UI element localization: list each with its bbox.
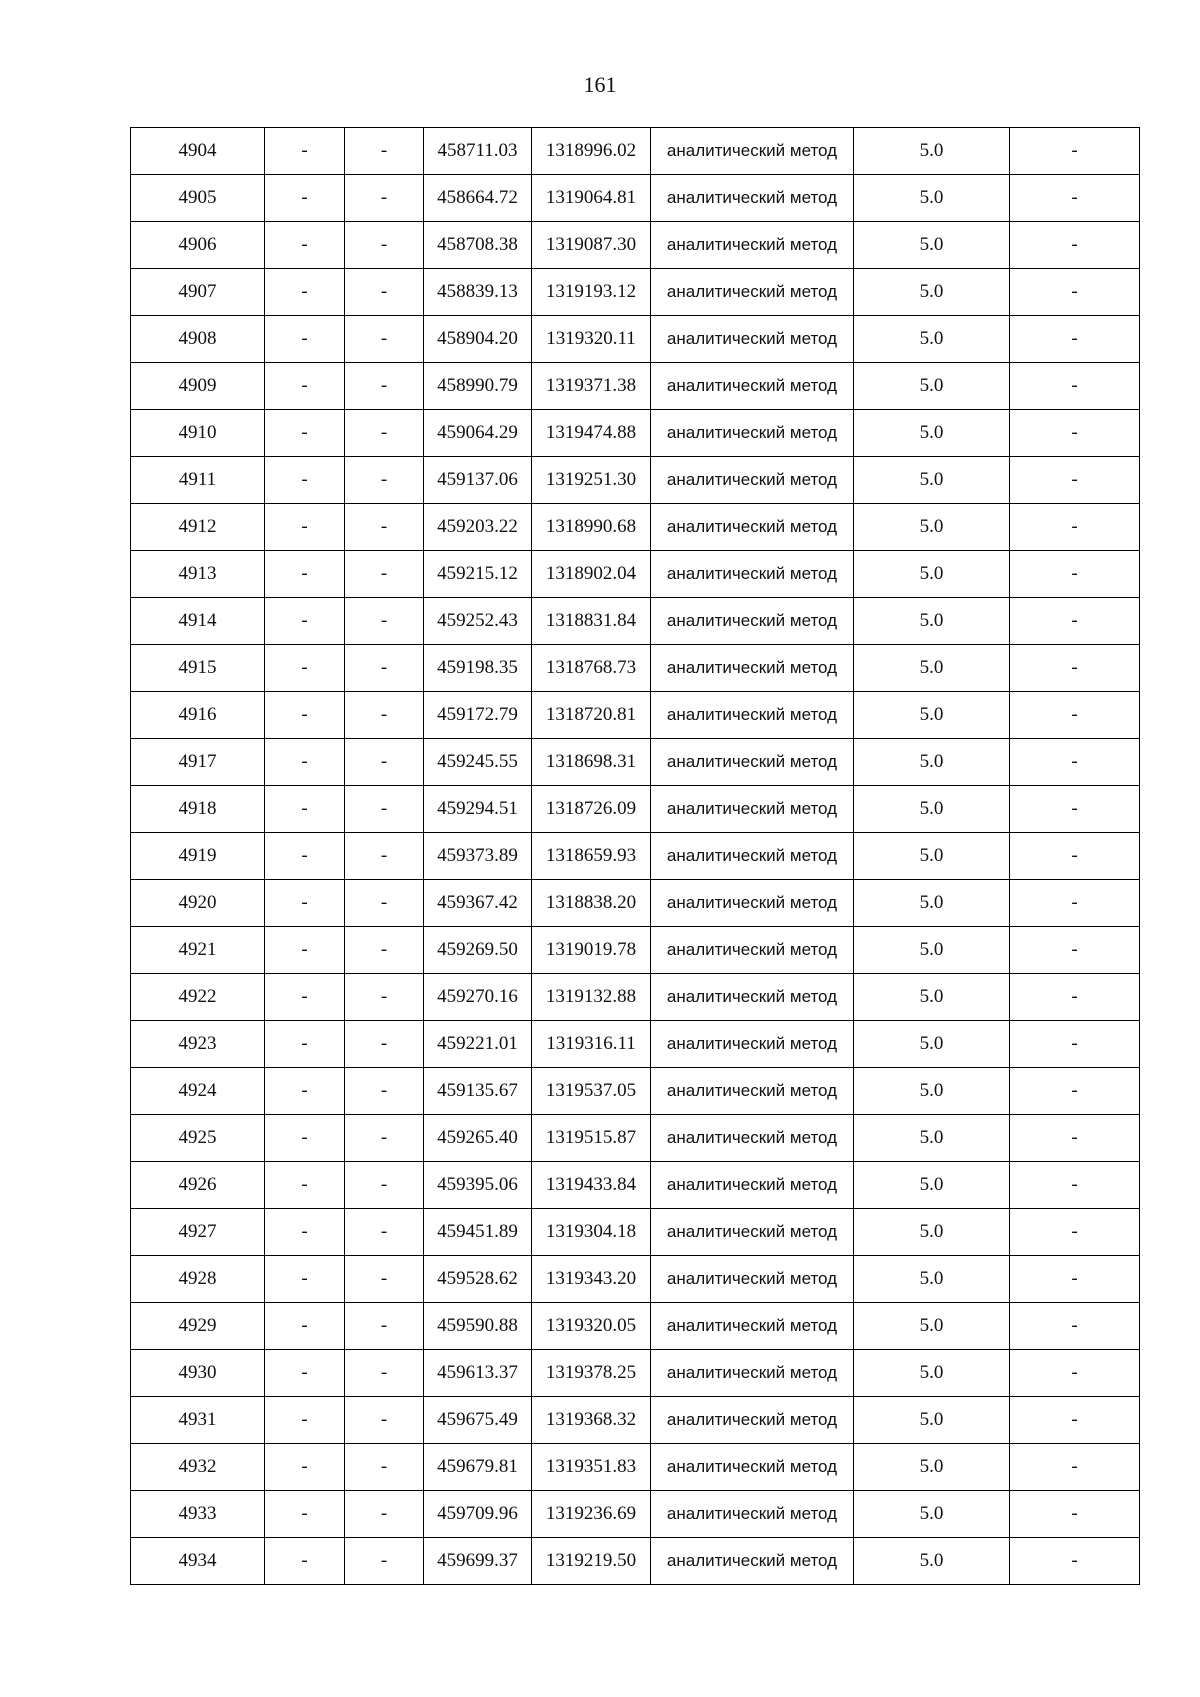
empty-dash-cell-1: - <box>265 1397 345 1444</box>
x-coordinate-cell: 459269.50 <box>424 927 532 974</box>
point-number-cell: 4917 <box>131 739 265 786</box>
table-row <box>131 128 1140 175</box>
empty-dash-cell-3: - <box>1010 457 1140 504</box>
x-coordinate-cell: 458708.38 <box>424 222 532 269</box>
point-number-cell: 4922 <box>131 974 265 1021</box>
table-row <box>131 927 1140 974</box>
empty-dash-cell-1: - <box>265 645 345 692</box>
x-coordinate-cell: 459064.29 <box>424 410 532 457</box>
empty-dash-cell-1: - <box>265 598 345 645</box>
x-coordinate-cell: 458839.13 <box>424 269 532 316</box>
empty-dash-cell-3: - <box>1010 1538 1140 1585</box>
point-number-cell: 4910 <box>131 410 265 457</box>
empty-dash-cell-2: - <box>345 410 424 457</box>
empty-dash-cell-3: - <box>1010 1491 1140 1538</box>
x-coordinate-cell: 458904.20 <box>424 316 532 363</box>
accuracy-cell: 5.0 <box>854 1068 1010 1115</box>
empty-dash-cell-1: - <box>265 222 345 269</box>
method-cell: аналитический метод <box>651 1397 854 1444</box>
x-coordinate-cell: 459252.43 <box>424 598 532 645</box>
point-number-cell: 4925 <box>131 1115 265 1162</box>
empty-dash-cell-3: - <box>1010 1444 1140 1491</box>
accuracy-cell: 5.0 <box>854 457 1010 504</box>
table-row <box>131 1397 1140 1444</box>
empty-dash-cell-2: - <box>345 1303 424 1350</box>
point-number-cell: 4913 <box>131 551 265 598</box>
y-coordinate-cell: 1319537.05 <box>532 1068 651 1115</box>
empty-dash-cell-3: - <box>1010 786 1140 833</box>
table-row <box>131 269 1140 316</box>
point-number-cell: 4915 <box>131 645 265 692</box>
empty-dash-cell-3: - <box>1010 1209 1140 1256</box>
empty-dash-cell-1: - <box>265 739 345 786</box>
empty-dash-cell-3: - <box>1010 316 1140 363</box>
y-coordinate-cell: 1319371.38 <box>532 363 651 410</box>
empty-dash-cell-1: - <box>265 175 345 222</box>
y-coordinate-cell: 1318768.73 <box>532 645 651 692</box>
table-row <box>131 410 1140 457</box>
y-coordinate-cell: 1319320.05 <box>532 1303 651 1350</box>
point-number-cell: 4921 <box>131 927 265 974</box>
accuracy-cell: 5.0 <box>854 598 1010 645</box>
table-row <box>131 598 1140 645</box>
method-cell: аналитический метод <box>651 1068 854 1115</box>
table-row <box>131 974 1140 1021</box>
x-coordinate-cell: 459373.89 <box>424 833 532 880</box>
y-coordinate-cell: 1319251.30 <box>532 457 651 504</box>
empty-dash-cell-2: - <box>345 457 424 504</box>
y-coordinate-cell: 1319378.25 <box>532 1350 651 1397</box>
coordinates-table <box>130 127 1140 1585</box>
accuracy-cell: 5.0 <box>854 739 1010 786</box>
table-body <box>131 128 1140 1585</box>
table-row <box>131 645 1140 692</box>
point-number-cell: 4931 <box>131 1397 265 1444</box>
empty-dash-cell-1: - <box>265 927 345 974</box>
empty-dash-cell-3: - <box>1010 1162 1140 1209</box>
accuracy-cell: 5.0 <box>854 128 1010 175</box>
accuracy-cell: 5.0 <box>854 551 1010 598</box>
x-coordinate-cell: 459203.22 <box>424 504 532 551</box>
method-cell: аналитический метод <box>651 1444 854 1491</box>
empty-dash-cell-1: - <box>265 1068 345 1115</box>
empty-dash-cell-2: - <box>345 504 424 551</box>
accuracy-cell: 5.0 <box>854 1350 1010 1397</box>
table-row <box>131 1350 1140 1397</box>
y-coordinate-cell: 1319236.69 <box>532 1491 651 1538</box>
x-coordinate-cell: 459451.89 <box>424 1209 532 1256</box>
empty-dash-cell-3: - <box>1010 1256 1140 1303</box>
method-cell: аналитический метод <box>651 175 854 222</box>
accuracy-cell: 5.0 <box>854 175 1010 222</box>
empty-dash-cell-3: - <box>1010 927 1140 974</box>
method-cell: аналитический метод <box>651 692 854 739</box>
method-cell: аналитический метод <box>651 833 854 880</box>
x-coordinate-cell: 459675.49 <box>424 1397 532 1444</box>
empty-dash-cell-3: - <box>1010 1350 1140 1397</box>
empty-dash-cell-2: - <box>345 880 424 927</box>
empty-dash-cell-1: - <box>265 692 345 739</box>
empty-dash-cell-2: - <box>345 833 424 880</box>
point-number-cell: 4918 <box>131 786 265 833</box>
empty-dash-cell-1: - <box>265 833 345 880</box>
empty-dash-cell-1: - <box>265 1209 345 1256</box>
empty-dash-cell-1: - <box>265 269 345 316</box>
x-coordinate-cell: 459699.37 <box>424 1538 532 1585</box>
empty-dash-cell-3: - <box>1010 645 1140 692</box>
empty-dash-cell-2: - <box>345 128 424 175</box>
accuracy-cell: 5.0 <box>854 645 1010 692</box>
table-row <box>131 1303 1140 1350</box>
empty-dash-cell-1: - <box>265 1021 345 1068</box>
method-cell: аналитический метод <box>651 1162 854 1209</box>
method-cell: аналитический метод <box>651 1021 854 1068</box>
point-number-cell: 4907 <box>131 269 265 316</box>
y-coordinate-cell: 1319219.50 <box>532 1538 651 1585</box>
accuracy-cell: 5.0 <box>854 316 1010 363</box>
method-cell: аналитический метод <box>651 504 854 551</box>
empty-dash-cell-1: - <box>265 551 345 598</box>
table-row <box>131 1538 1140 1585</box>
empty-dash-cell-3: - <box>1010 128 1140 175</box>
empty-dash-cell-2: - <box>345 363 424 410</box>
x-coordinate-cell: 459198.35 <box>424 645 532 692</box>
empty-dash-cell-2: - <box>345 1162 424 1209</box>
y-coordinate-cell: 1319087.30 <box>532 222 651 269</box>
table-row <box>131 1021 1140 1068</box>
point-number-cell: 4916 <box>131 692 265 739</box>
y-coordinate-cell: 1319304.18 <box>532 1209 651 1256</box>
point-number-cell: 4919 <box>131 833 265 880</box>
method-cell: аналитический метод <box>651 457 854 504</box>
empty-dash-cell-1: - <box>265 457 345 504</box>
y-coordinate-cell: 1318996.02 <box>532 128 651 175</box>
empty-dash-cell-3: - <box>1010 1397 1140 1444</box>
accuracy-cell: 5.0 <box>854 1021 1010 1068</box>
y-coordinate-cell: 1318831.84 <box>532 598 651 645</box>
method-cell: аналитический метод <box>651 1209 854 1256</box>
y-coordinate-cell: 1319351.83 <box>532 1444 651 1491</box>
empty-dash-cell-1: - <box>265 786 345 833</box>
empty-dash-cell-2: - <box>345 551 424 598</box>
method-cell: аналитический метод <box>651 269 854 316</box>
accuracy-cell: 5.0 <box>854 410 1010 457</box>
y-coordinate-cell: 1319193.12 <box>532 269 651 316</box>
point-number-cell: 4908 <box>131 316 265 363</box>
table-row <box>131 1115 1140 1162</box>
x-coordinate-cell: 458711.03 <box>424 128 532 175</box>
empty-dash-cell-1: - <box>265 1115 345 1162</box>
table-row <box>131 692 1140 739</box>
accuracy-cell: 5.0 <box>854 974 1010 1021</box>
accuracy-cell: 5.0 <box>854 222 1010 269</box>
point-number-cell: 4905 <box>131 175 265 222</box>
table-row <box>131 786 1140 833</box>
empty-dash-cell-2: - <box>345 1068 424 1115</box>
table-row <box>131 1256 1140 1303</box>
y-coordinate-cell: 1319474.88 <box>532 410 651 457</box>
x-coordinate-cell: 459613.37 <box>424 1350 532 1397</box>
empty-dash-cell-2: - <box>345 1021 424 1068</box>
point-number-cell: 4906 <box>131 222 265 269</box>
y-coordinate-cell: 1319433.84 <box>532 1162 651 1209</box>
x-coordinate-cell: 459221.01 <box>424 1021 532 1068</box>
point-number-cell: 4927 <box>131 1209 265 1256</box>
x-coordinate-cell: 459395.06 <box>424 1162 532 1209</box>
y-coordinate-cell: 1318726.09 <box>532 786 651 833</box>
x-coordinate-cell: 459528.62 <box>424 1256 532 1303</box>
empty-dash-cell-3: - <box>1010 1068 1140 1115</box>
table-row <box>131 833 1140 880</box>
point-number-cell: 4926 <box>131 1162 265 1209</box>
empty-dash-cell-3: - <box>1010 880 1140 927</box>
accuracy-cell: 5.0 <box>854 1162 1010 1209</box>
point-number-cell: 4924 <box>131 1068 265 1115</box>
method-cell: аналитический метод <box>651 316 854 363</box>
accuracy-cell: 5.0 <box>854 269 1010 316</box>
empty-dash-cell-2: - <box>345 1538 424 1585</box>
x-coordinate-cell: 459679.81 <box>424 1444 532 1491</box>
empty-dash-cell-3: - <box>1010 833 1140 880</box>
y-coordinate-cell: 1319064.81 <box>532 175 651 222</box>
x-coordinate-cell: 459590.88 <box>424 1303 532 1350</box>
method-cell: аналитический метод <box>651 739 854 786</box>
table-row <box>131 316 1140 363</box>
point-number-cell: 4909 <box>131 363 265 410</box>
method-cell: аналитический метод <box>651 128 854 175</box>
empty-dash-cell-2: - <box>345 269 424 316</box>
empty-dash-cell-2: - <box>345 1115 424 1162</box>
empty-dash-cell-3: - <box>1010 504 1140 551</box>
empty-dash-cell-2: - <box>345 1209 424 1256</box>
table-row <box>131 1209 1140 1256</box>
x-coordinate-cell: 459270.16 <box>424 974 532 1021</box>
method-cell: аналитический метод <box>651 1256 854 1303</box>
empty-dash-cell-3: - <box>1010 175 1140 222</box>
empty-dash-cell-2: - <box>345 1444 424 1491</box>
table-row <box>131 222 1140 269</box>
method-cell: аналитический метод <box>651 222 854 269</box>
point-number-cell: 4923 <box>131 1021 265 1068</box>
x-coordinate-cell: 459172.79 <box>424 692 532 739</box>
method-cell: аналитический метод <box>651 1350 854 1397</box>
y-coordinate-cell: 1318838.20 <box>532 880 651 927</box>
table-row <box>131 1162 1140 1209</box>
x-coordinate-cell: 459135.67 <box>424 1068 532 1115</box>
accuracy-cell: 5.0 <box>854 504 1010 551</box>
y-coordinate-cell: 1318902.04 <box>532 551 651 598</box>
page-number: 161 <box>583 72 617 97</box>
x-coordinate-cell: 459709.96 <box>424 1491 532 1538</box>
y-coordinate-cell: 1319515.87 <box>532 1115 651 1162</box>
y-coordinate-cell: 1319368.32 <box>532 1397 651 1444</box>
accuracy-cell: 5.0 <box>854 1491 1010 1538</box>
x-coordinate-cell: 459215.12 <box>424 551 532 598</box>
accuracy-cell: 5.0 <box>854 1538 1010 1585</box>
empty-dash-cell-2: - <box>345 974 424 1021</box>
empty-dash-cell-1: - <box>265 363 345 410</box>
x-coordinate-cell: 458664.72 <box>424 175 532 222</box>
method-cell: аналитический метод <box>651 1115 854 1162</box>
accuracy-cell: 5.0 <box>854 880 1010 927</box>
accuracy-cell: 5.0 <box>854 1444 1010 1491</box>
x-coordinate-cell: 458990.79 <box>424 363 532 410</box>
empty-dash-cell-2: - <box>345 1397 424 1444</box>
accuracy-cell: 5.0 <box>854 1209 1010 1256</box>
empty-dash-cell-3: - <box>1010 269 1140 316</box>
empty-dash-cell-3: - <box>1010 598 1140 645</box>
empty-dash-cell-3: - <box>1010 1021 1140 1068</box>
empty-dash-cell-3: - <box>1010 974 1140 1021</box>
empty-dash-cell-1: - <box>265 410 345 457</box>
y-coordinate-cell: 1318720.81 <box>532 692 651 739</box>
empty-dash-cell-1: - <box>265 316 345 363</box>
method-cell: аналитический метод <box>651 927 854 974</box>
empty-dash-cell-1: - <box>265 1444 345 1491</box>
point-number-cell: 4930 <box>131 1350 265 1397</box>
x-coordinate-cell: 459367.42 <box>424 880 532 927</box>
x-coordinate-cell: 459137.06 <box>424 457 532 504</box>
x-coordinate-cell: 459245.55 <box>424 739 532 786</box>
empty-dash-cell-2: - <box>345 1350 424 1397</box>
table-row <box>131 551 1140 598</box>
empty-dash-cell-1: - <box>265 880 345 927</box>
empty-dash-cell-1: - <box>265 1538 345 1585</box>
y-coordinate-cell: 1319343.20 <box>532 1256 651 1303</box>
table-row <box>131 363 1140 410</box>
y-coordinate-cell: 1319132.88 <box>532 974 651 1021</box>
method-cell: аналитический метод <box>651 786 854 833</box>
method-cell: аналитический метод <box>651 1538 854 1585</box>
accuracy-cell: 5.0 <box>854 1397 1010 1444</box>
empty-dash-cell-3: - <box>1010 410 1140 457</box>
method-cell: аналитический метод <box>651 598 854 645</box>
empty-dash-cell-2: - <box>345 786 424 833</box>
table-row <box>131 175 1140 222</box>
y-coordinate-cell: 1318698.31 <box>532 739 651 786</box>
empty-dash-cell-2: - <box>345 316 424 363</box>
method-cell: аналитический метод <box>651 1491 854 1538</box>
empty-dash-cell-2: - <box>345 692 424 739</box>
empty-dash-cell-1: - <box>265 1256 345 1303</box>
table-row <box>131 1444 1140 1491</box>
table-row <box>131 1491 1140 1538</box>
table-row <box>131 504 1140 551</box>
empty-dash-cell-2: - <box>345 175 424 222</box>
empty-dash-cell-1: - <box>265 1303 345 1350</box>
x-coordinate-cell: 459265.40 <box>424 1115 532 1162</box>
y-coordinate-cell: 1318659.93 <box>532 833 651 880</box>
empty-dash-cell-1: - <box>265 974 345 1021</box>
point-number-cell: 4904 <box>131 128 265 175</box>
empty-dash-cell-3: - <box>1010 692 1140 739</box>
x-coordinate-cell: 459294.51 <box>424 786 532 833</box>
method-cell: аналитический метод <box>651 363 854 410</box>
method-cell: аналитический метод <box>651 974 854 1021</box>
point-number-cell: 4928 <box>131 1256 265 1303</box>
accuracy-cell: 5.0 <box>854 927 1010 974</box>
method-cell: аналитический метод <box>651 410 854 457</box>
empty-dash-cell-1: - <box>265 1350 345 1397</box>
point-number-cell: 4934 <box>131 1538 265 1585</box>
y-coordinate-cell: 1319019.78 <box>532 927 651 974</box>
method-cell: аналитический метод <box>651 880 854 927</box>
empty-dash-cell-2: - <box>345 927 424 974</box>
point-number-cell: 4911 <box>131 457 265 504</box>
method-cell: аналитический метод <box>651 645 854 692</box>
y-coordinate-cell: 1319320.11 <box>532 316 651 363</box>
point-number-cell: 4912 <box>131 504 265 551</box>
empty-dash-cell-1: - <box>265 128 345 175</box>
point-number-cell: 4929 <box>131 1303 265 1350</box>
accuracy-cell: 5.0 <box>854 692 1010 739</box>
empty-dash-cell-2: - <box>345 222 424 269</box>
empty-dash-cell-2: - <box>345 739 424 786</box>
empty-dash-cell-2: - <box>345 1256 424 1303</box>
method-cell: аналитический метод <box>651 1303 854 1350</box>
table-row <box>131 1068 1140 1115</box>
point-number-cell: 4933 <box>131 1491 265 1538</box>
empty-dash-cell-3: - <box>1010 1115 1140 1162</box>
method-cell: аналитический метод <box>651 551 854 598</box>
empty-dash-cell-3: - <box>1010 222 1140 269</box>
accuracy-cell: 5.0 <box>854 786 1010 833</box>
empty-dash-cell-1: - <box>265 504 345 551</box>
table-row <box>131 739 1140 786</box>
y-coordinate-cell: 1318990.68 <box>532 504 651 551</box>
point-number-cell: 4914 <box>131 598 265 645</box>
empty-dash-cell-1: - <box>265 1491 345 1538</box>
accuracy-cell: 5.0 <box>854 1303 1010 1350</box>
empty-dash-cell-2: - <box>345 598 424 645</box>
table-row <box>131 457 1140 504</box>
empty-dash-cell-3: - <box>1010 363 1140 410</box>
accuracy-cell: 5.0 <box>854 1115 1010 1162</box>
point-number-cell: 4920 <box>131 880 265 927</box>
empty-dash-cell-3: - <box>1010 1303 1140 1350</box>
empty-dash-cell-2: - <box>345 645 424 692</box>
point-number-cell: 4932 <box>131 1444 265 1491</box>
empty-dash-cell-2: - <box>345 1491 424 1538</box>
empty-dash-cell-3: - <box>1010 551 1140 598</box>
accuracy-cell: 5.0 <box>854 833 1010 880</box>
accuracy-cell: 5.0 <box>854 1256 1010 1303</box>
empty-dash-cell-1: - <box>265 1162 345 1209</box>
empty-dash-cell-3: - <box>1010 739 1140 786</box>
accuracy-cell: 5.0 <box>854 363 1010 410</box>
y-coordinate-cell: 1319316.11 <box>532 1021 651 1068</box>
table-row <box>131 880 1140 927</box>
